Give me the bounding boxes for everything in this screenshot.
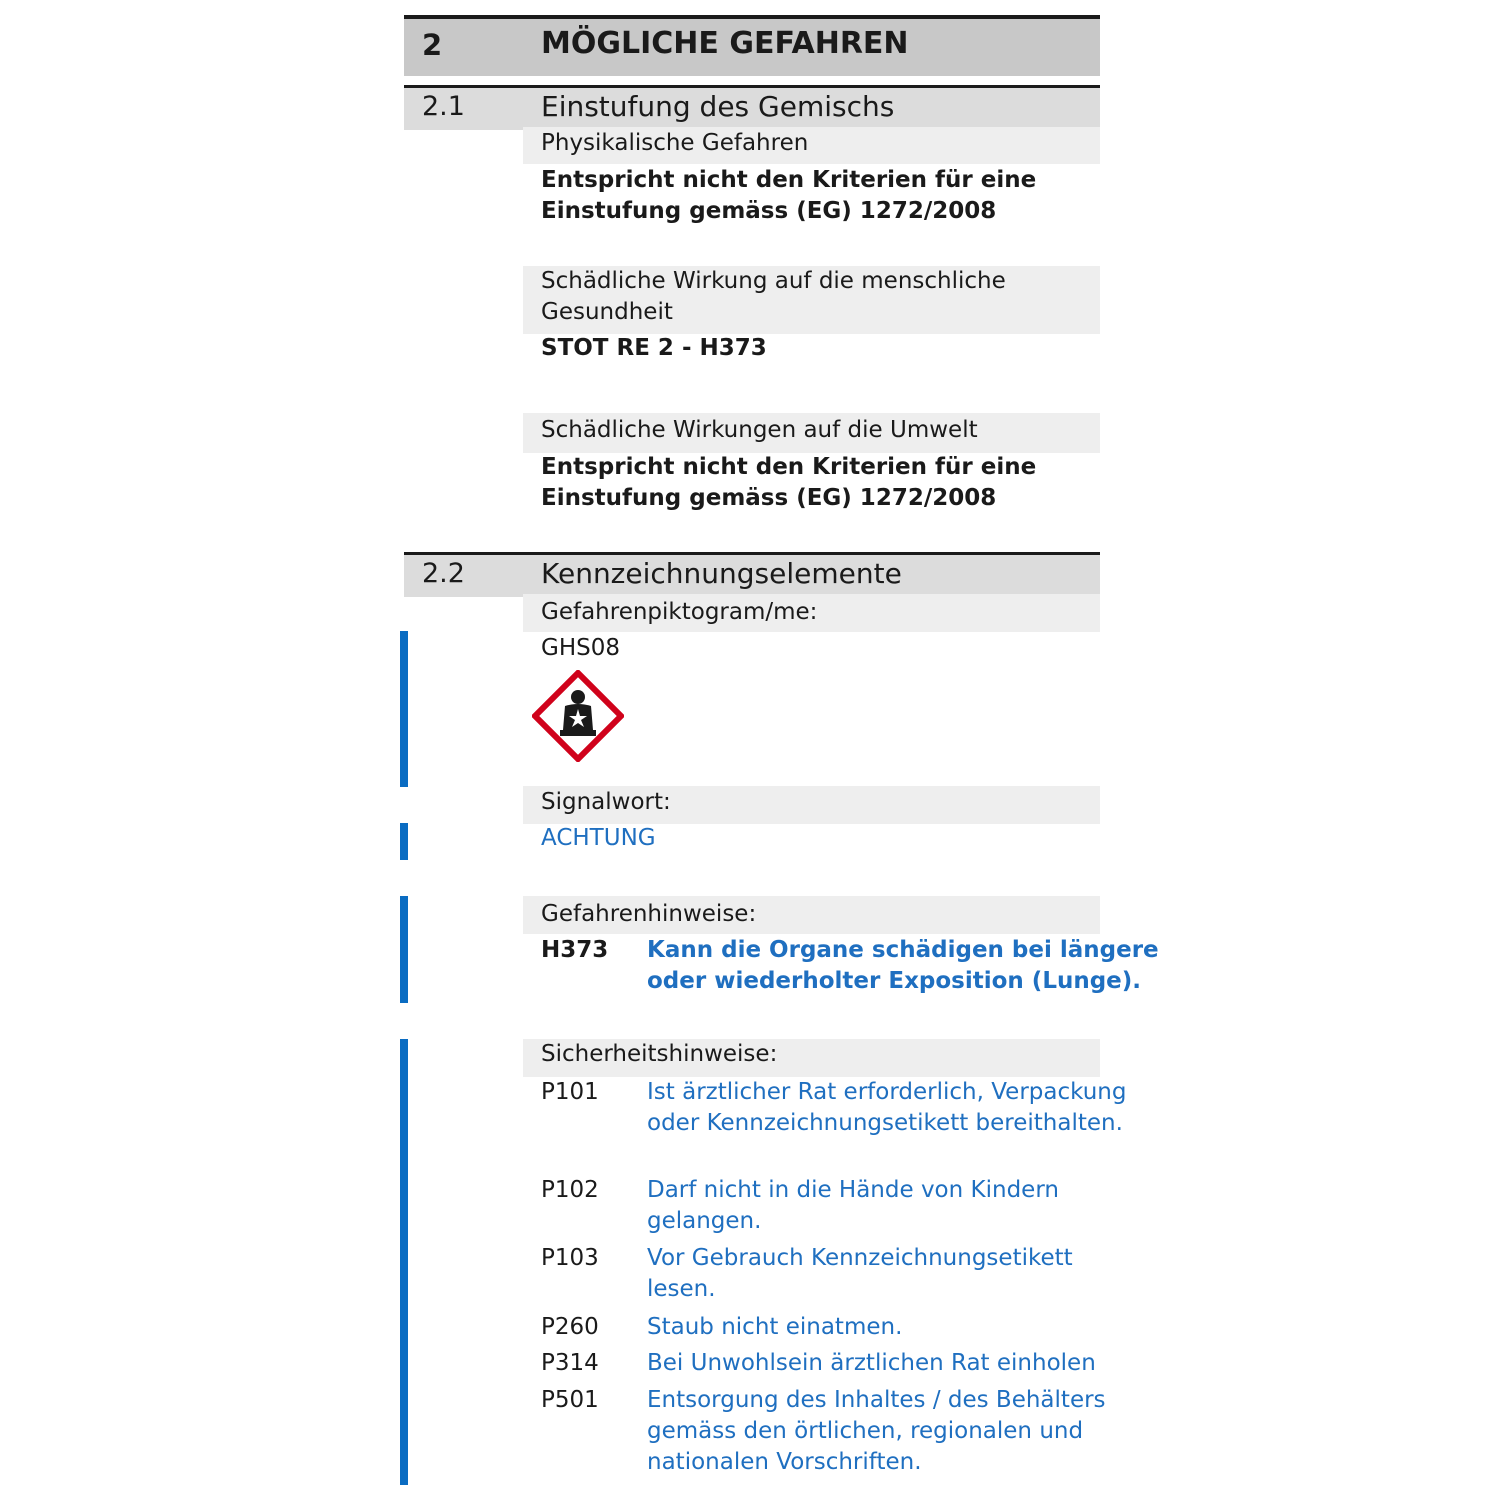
change-bar-hazard bbox=[400, 896, 408, 1003]
section-2-2-header bbox=[404, 552, 1100, 597]
environment-effects-value: Entspricht nicht den Kriterien für eine Einstufung gemäss (EG) 1272/2008 bbox=[541, 454, 1037, 511]
change-bar-pictogram bbox=[400, 631, 408, 787]
precaution-text-p501: Entsorgung des Inhaltes / des Behälters gemäss den örtlichen, regionalen und nationalen Vorschriften. bbox=[647, 1387, 1106, 1475]
hazard-code-h373: H373 bbox=[541, 937, 609, 963]
precaution-code-p501: P501 bbox=[541, 1387, 599, 1413]
pictogram-label: Gefahrenpiktogram/me: bbox=[541, 599, 818, 625]
section-2-2-number: 2.2 bbox=[422, 558, 465, 589]
precaution-text-p101: Ist ärztlicher Rat erforderlich, Verpackung oder Kennzeichnungsetikett bereithalten. bbox=[647, 1079, 1127, 1136]
change-bar-precaution bbox=[400, 1039, 408, 1485]
pictogram-code: GHS08 bbox=[541, 635, 620, 661]
section-2-1-number: 2.1 bbox=[422, 91, 465, 122]
section-2-title: MÖGLICHE GEFAHREN bbox=[541, 26, 909, 61]
precaution-text-p103: Vor Gebrauch Kennzeichnungsetikett lesen. bbox=[647, 1245, 1073, 1302]
hazard-statements-label: Gefahrenhinweise: bbox=[541, 901, 757, 927]
precaution-statements-label: Sicherheitshinweise: bbox=[541, 1041, 778, 1067]
precaution-code-p101: P101 bbox=[541, 1079, 599, 1105]
physical-hazards-label: Physikalische Gefahren bbox=[541, 130, 809, 156]
ghs08-health-hazard-icon bbox=[532, 670, 624, 762]
precaution-text-p102: Darf nicht in die Hände von Kindern gelangen. bbox=[647, 1177, 1059, 1234]
precaution-code-p260: P260 bbox=[541, 1314, 599, 1340]
precaution-text-p314: Bei Unwohlsein ärztlichen Rat einholen bbox=[647, 1350, 1096, 1376]
physical-hazards-value: Entspricht nicht den Kriterien für eine Einstufung gemäss (EG) 1272/2008 bbox=[541, 167, 1037, 224]
health-effects-value: STOT RE 2 - H373 bbox=[541, 335, 767, 361]
section-2-1-header bbox=[404, 85, 1100, 130]
change-bar-signal bbox=[400, 823, 408, 860]
precaution-code-p103: P103 bbox=[541, 1245, 599, 1271]
precaution-code-p102: P102 bbox=[541, 1177, 599, 1203]
environment-effects-label: Schädliche Wirkungen auf die Umwelt bbox=[541, 417, 978, 443]
signal-word-label: Signalwort: bbox=[541, 789, 671, 815]
section-2-number: 2 bbox=[422, 28, 443, 62]
section-2-2-title: Kennzeichnungselemente bbox=[541, 557, 902, 590]
precaution-code-p314: P314 bbox=[541, 1350, 599, 1376]
hazard-text-h373: Kann die Organe schädigen bei längere oder wiederholter Exposition (Lunge). bbox=[647, 937, 1159, 994]
health-effects-label: Schädliche Wirkung auf die menschliche Gesundheit bbox=[541, 268, 1006, 325]
precaution-text-p260: Staub nicht einatmen. bbox=[647, 1314, 903, 1340]
section-2-header bbox=[404, 15, 1100, 76]
section-2-1-title: Einstufung des Gemischs bbox=[541, 90, 895, 123]
signal-word-value: ACHTUNG bbox=[541, 825, 656, 851]
